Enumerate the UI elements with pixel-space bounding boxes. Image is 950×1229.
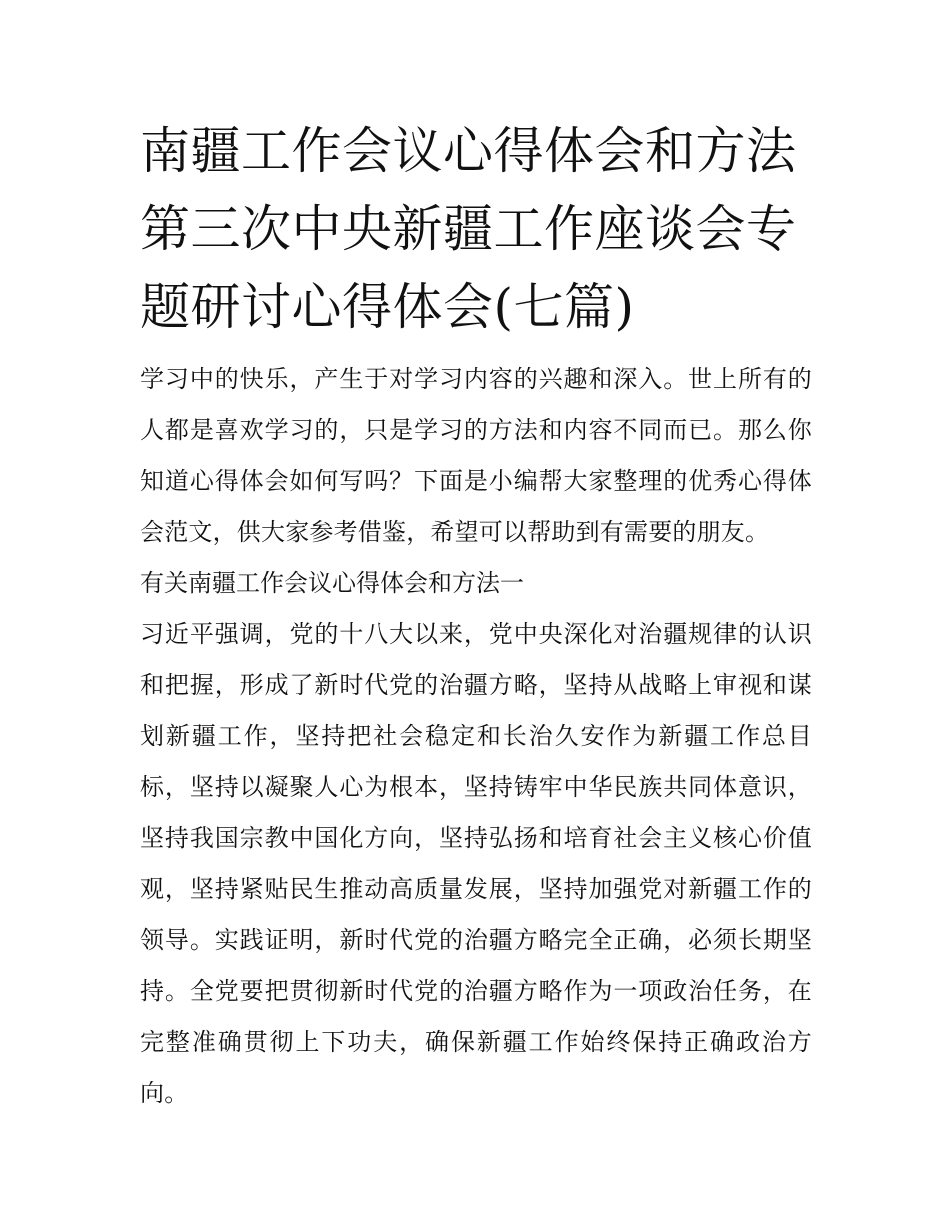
title-line-3: 题研讨心得体会(七篇)	[140, 278, 635, 336]
title-line-2: 第三次中央新疆工作座谈会专	[140, 200, 797, 258]
document-body	[140, 354, 812, 1119]
intro-paragraph: 学习中的快乐，产生于对学习内容的兴趣和深入。世上所有的人都是喜欢学习的，只是学习的方法和内容不同而已。那么你知道心得体会如何写吗？下面是小编帮大家整理的优秀心得体会范文，供大家参考借鉴，希望可以帮助到有需要的朋友。	[140, 365, 812, 546]
section-heading: 有关南疆工作会议心得体会和方法一	[140, 569, 524, 597]
title-line-1: 南疆工作会议心得体会和方法	[140, 122, 797, 180]
document-title	[140, 112, 812, 346]
document-page	[140, 112, 812, 1119]
section-paragraph: 习近平强调，党的十八大以来，党中央深化对治疆规律的认识和把握，形成了新时代党的治疆方略，坚持从战略上审视和谋划新疆工作，坚持把社会稳定和长治久安作为新疆工作总目标，坚持以凝聚人心为根本，坚持铸牢中华民族共同体意识，坚持我国宗教中国化方向，坚持弘扬和培育社会主义核心价值观，坚持紧贴民生推动高质量发展，坚持加强党对新疆工作的领导。实践证明，新时代党的治疆方略完全正确，必须长期坚持。全党要把贯彻新时代党的治疆方略作为一项政治任务，在完整准确贯彻上下功夫，确保新疆工作始终保持正确政治方向。	[140, 620, 812, 1107]
